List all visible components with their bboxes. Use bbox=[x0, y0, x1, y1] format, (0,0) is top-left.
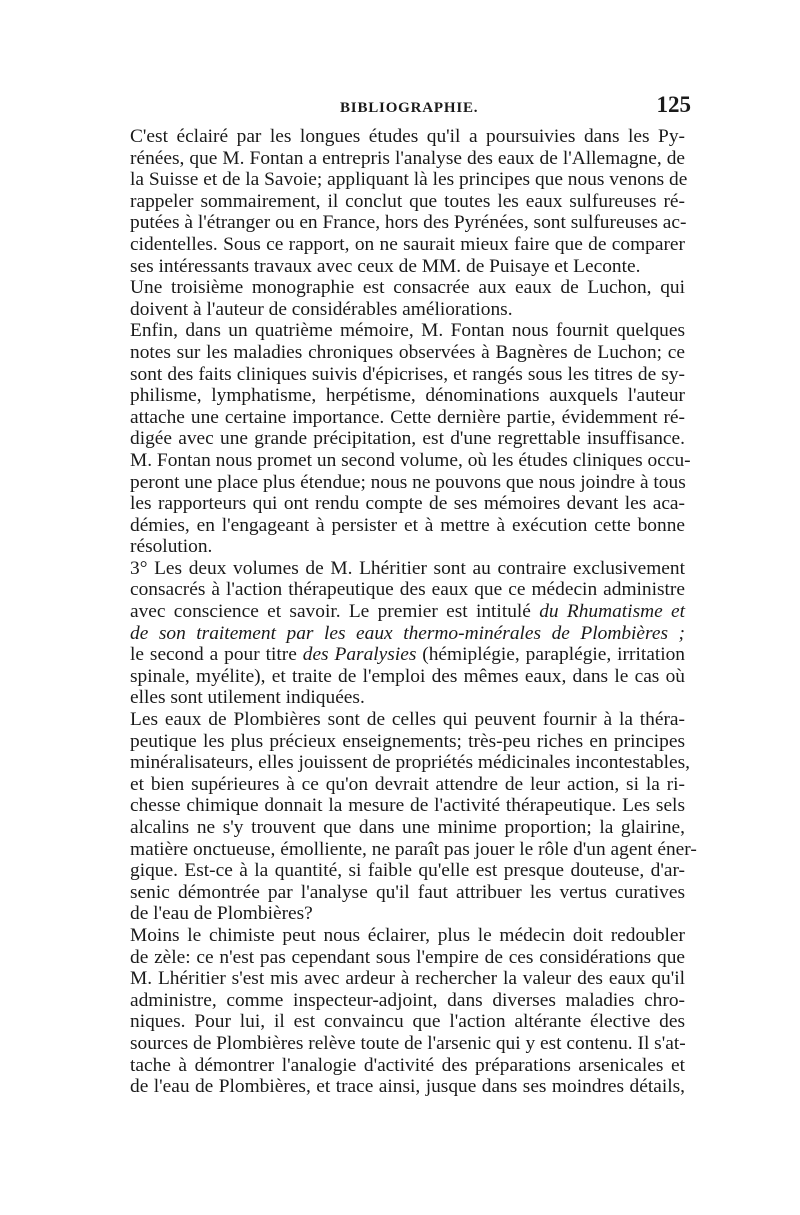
text-line: tache à démontrer l'analogie d'activité des préparations arsenicales et bbox=[130, 1054, 685, 1076]
text-fragment: (hémiplégie, paraplégie, irritation bbox=[416, 644, 685, 666]
text-line: M. Fontan nous promet un second volume, où les études cliniques occu- bbox=[130, 449, 691, 471]
text-line: peront une place plus étendue; nous ne pouvons que nous joindre à tous bbox=[130, 471, 686, 493]
text-line: attache une certaine importance. Cette dernière partie, évidemment ré- bbox=[130, 406, 685, 428]
text-line: de l'eau de Plombières? bbox=[130, 903, 313, 925]
text-line: démies, en l'engageant à persister et à mettre à exécution cette bonne bbox=[130, 514, 685, 536]
text-line: et bien supérieures à ce qu'on devrait attendre de leur action, si la ri- bbox=[130, 773, 685, 795]
text-line: digée avec une grande précipitation, est d'une regrettable insuffisance. bbox=[130, 428, 685, 450]
text-line: la Suisse et de la Savoie; appliquant là les principes que nous venons de bbox=[130, 169, 688, 191]
book-title-italic: des Paralysies bbox=[302, 644, 417, 666]
text-line: gique. Est-ce à la quantité, si faible qu'elle est presque douteuse, d'ar- bbox=[130, 860, 685, 882]
text-line: senic démontrée par l'analyse qu'il faut attribuer les vertus curatives bbox=[130, 881, 685, 903]
text-line: sources de Plombières relève toute de l'arsenic qui y est contenu. Il s'at- bbox=[130, 1032, 686, 1054]
text-line: de zèle: ce n'est pas cependant sous l'empire de ces considérations que bbox=[130, 946, 685, 968]
text-line: C'est éclairé par les longues études qu'il a poursuivies dans les Py- bbox=[130, 126, 685, 147]
text-line: alcalins ne s'y trouvent que dans une minime proportion; la glairine, bbox=[130, 817, 685, 838]
text-line: niques. Pour lui, il est convaincu que l'action altérante élective des bbox=[130, 1011, 685, 1033]
text-line: M. Lhéritier s'est mis avec ardeur à rechercher la valeur des eaux qu'il bbox=[130, 968, 685, 990]
text-line bbox=[115, 644, 685, 666]
text-line: spinale, myélite), et traite de l'emploi des mêmes eaux, dans le cas où bbox=[130, 665, 685, 687]
text-line: Enfin, dans un quatrième mémoire, M. Fontan nous fournit quelques bbox=[130, 320, 685, 342]
text-line: putées à l'étranger ou en France, hors des Pyrénées, sont sulfureuses ac- bbox=[130, 212, 687, 234]
text-line: résolution. bbox=[130, 536, 213, 558]
text-line: les rapporteurs qui ont rendu compte de ses mémoires devant les aca- bbox=[130, 493, 685, 515]
text-line: elles sont utilement indiquées. bbox=[130, 687, 365, 709]
text-line: ses intéressants travaux avec ceux de MM. de Puisaye et Leconte. bbox=[130, 255, 641, 277]
paragraph bbox=[115, 277, 685, 320]
text-fragment: le second a pour titre bbox=[130, 644, 303, 666]
text-line: notes sur les maladies chroniques observées à Bagnères de Luchon; ce bbox=[130, 341, 685, 363]
text-line: sont des faits cliniques suivis d'épicrises, et rangés sous les titres de sy- bbox=[130, 363, 685, 385]
text-line: cidentelles. Sous ce rapport, on ne saurait mieux faire que de comparer bbox=[130, 233, 685, 255]
text-line bbox=[115, 601, 685, 623]
text-line: philisme, lymphatisme, herpétisme, dénominations auxquels l'auteur bbox=[130, 385, 685, 407]
text-line: Une troisième monographie est consacrée aux eaux de Luchon, qui bbox=[130, 277, 685, 299]
text-line bbox=[115, 623, 685, 645]
text-line: 3° Les deux volumes de M. Lhéritier sont au contraire exclusivement bbox=[130, 557, 685, 579]
text-line: administre, comme inspecteur-adjoint, dans diverses maladies chro- bbox=[130, 989, 685, 1011]
text-fragment: avec conscience et savoir. Le premier est intitulé bbox=[130, 601, 540, 623]
text-line: chesse chimique donnait la mesure de l'activité thérapeutique. Les sels bbox=[130, 795, 685, 817]
text-line: rappeler sommairement, il conclut que toutes les eaux sulfureuses ré- bbox=[130, 190, 685, 212]
text-line: doivent à l'auteur de considérables améliorations. bbox=[130, 298, 513, 320]
text-line: de l'eau de Plombières, et trace ainsi, jusque dans ses moindres détails, bbox=[130, 1076, 685, 1098]
text-line: rénées, que M. Fontan a entrepris l'analyse des eaux de l'Allemagne, de bbox=[130, 147, 685, 169]
paragraph bbox=[115, 925, 685, 1098]
text-line: Les eaux de Plombières sont de celles qui peuvent fournir à la théra- bbox=[130, 709, 685, 731]
text-line: peutique les plus précieux enseignements; très-peu riches en principes bbox=[130, 730, 685, 752]
body-text bbox=[115, 126, 697, 1098]
book-title-italic: de son traitement par les eaux thermo-minérales de Plombières ; bbox=[130, 622, 685, 644]
paragraph bbox=[115, 709, 697, 925]
paragraph bbox=[115, 126, 688, 277]
text-line: matière onctueuse, émolliente, ne paraît pas jouer le rôle d'un agent éner- bbox=[130, 838, 697, 860]
book-page bbox=[115, 92, 697, 1098]
running-title: BIBLIOGRAPHIE. bbox=[340, 100, 479, 116]
text-line: Moins le chimiste peut nous éclairer, plus le médecin doit redoubler bbox=[130, 924, 685, 946]
page-header bbox=[115, 92, 691, 126]
paragraph bbox=[115, 320, 691, 558]
book-title-italic: du Rhumatisme et bbox=[539, 601, 685, 623]
text-line: consacrés à l'action thérapeutique des eaux que ce médecin administre bbox=[130, 579, 685, 601]
paragraph bbox=[115, 558, 685, 709]
page-number: 125 bbox=[656, 92, 691, 117]
text-line: minéralisateurs, elles jouissent de propriétés médicinales incontestables, bbox=[130, 752, 691, 774]
